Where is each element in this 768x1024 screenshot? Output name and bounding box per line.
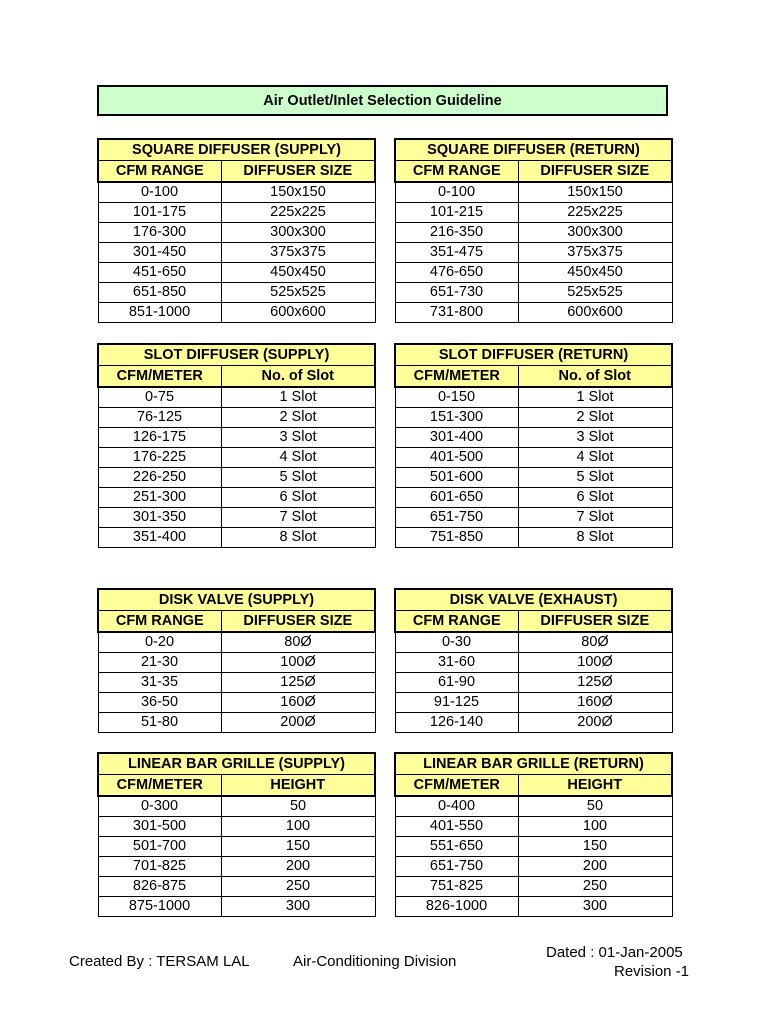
size-cell: 100Ø [221, 653, 375, 673]
table-row [98, 468, 375, 488]
range-cell: 0-300 [98, 796, 221, 817]
size-cell: 3 Slot [518, 428, 672, 448]
table-row [395, 817, 672, 837]
table-row [98, 877, 375, 897]
size-cell: 125Ø [221, 673, 375, 693]
size-cell: 525x525 [518, 283, 672, 303]
range-cell: 0-75 [98, 387, 221, 408]
size-cell: 80Ø [221, 632, 375, 653]
table-heading: SQUARE DIFFUSER (SUPPLY) [98, 139, 375, 161]
square-diffuser-supply-table [97, 138, 376, 323]
size-cell: 300 [518, 897, 672, 917]
size-cell: 450x450 [518, 263, 672, 283]
table-row [98, 857, 375, 877]
table-row [395, 673, 672, 693]
table-row [395, 653, 672, 673]
range-cell: 91-125 [395, 693, 518, 713]
range-cell: 651-850 [98, 283, 221, 303]
size-cell: 600x600 [221, 303, 375, 323]
table-row [395, 263, 672, 283]
size-cell: 150x150 [221, 182, 375, 203]
range-cell: 226-250 [98, 468, 221, 488]
range-cell: 301-450 [98, 243, 221, 263]
table-heading: LINEAR BAR GRILLE (RETURN) [395, 753, 672, 775]
table-row [395, 713, 672, 733]
table-heading: SLOT DIFFUSER (SUPPLY) [98, 344, 375, 366]
table-row [395, 468, 672, 488]
range-cell: 101-175 [98, 203, 221, 223]
size-cell: 160Ø [221, 693, 375, 713]
column-header: HEIGHT [221, 775, 375, 797]
range-cell: 751-825 [395, 877, 518, 897]
table-heading: SLOT DIFFUSER (RETURN) [395, 344, 672, 366]
range-cell: 875-1000 [98, 897, 221, 917]
table-row [395, 303, 672, 323]
table-row [395, 182, 672, 203]
range-cell: 126-140 [395, 713, 518, 733]
page-title: Air Outlet/Inlet Selection Guideline [97, 85, 668, 116]
column-header: DIFFUSER SIZE [518, 611, 672, 633]
size-cell: 300 [221, 897, 375, 917]
table-row [98, 713, 375, 733]
size-cell: 4 Slot [221, 448, 375, 468]
size-cell: 525x525 [221, 283, 375, 303]
created-by: Created By : TERSAM LAL [69, 953, 250, 970]
size-cell: 250 [518, 877, 672, 897]
range-cell: 501-700 [98, 837, 221, 857]
range-cell: 751-850 [395, 528, 518, 548]
range-cell: 651-750 [395, 857, 518, 877]
table-row [395, 283, 672, 303]
table-row [395, 243, 672, 263]
table-row [98, 632, 375, 653]
range-cell: 701-825 [98, 857, 221, 877]
column-header: CFM/METER [98, 366, 221, 388]
table-row [98, 408, 375, 428]
range-cell: 851-1000 [98, 303, 221, 323]
size-cell: 2 Slot [221, 408, 375, 428]
size-cell: 6 Slot [518, 488, 672, 508]
column-header: HEIGHT [518, 775, 672, 797]
range-cell: 151-300 [395, 408, 518, 428]
range-cell: 176-225 [98, 448, 221, 468]
table-row [395, 877, 672, 897]
table-row [98, 693, 375, 713]
table-row [98, 303, 375, 323]
range-cell: 826-875 [98, 877, 221, 897]
column-header: DIFFUSER SIZE [518, 161, 672, 183]
size-cell: 7 Slot [221, 508, 375, 528]
size-cell: 100 [221, 817, 375, 837]
table-heading: DISK VALVE (EXHAUST) [395, 589, 672, 611]
range-cell: 476-650 [395, 263, 518, 283]
range-cell: 0-150 [395, 387, 518, 408]
range-cell: 176-300 [98, 223, 221, 243]
range-cell: 31-60 [395, 653, 518, 673]
table-row [98, 488, 375, 508]
table-row [395, 897, 672, 917]
size-cell: 100Ø [518, 653, 672, 673]
table-row [98, 653, 375, 673]
dated: Dated : 01-Jan-2005 [546, 944, 683, 961]
size-cell: 80Ø [518, 632, 672, 653]
range-cell: 126-175 [98, 428, 221, 448]
range-cell: 731-800 [395, 303, 518, 323]
range-cell: 251-300 [98, 488, 221, 508]
size-cell: 200Ø [221, 713, 375, 733]
table-row [395, 387, 672, 408]
range-cell: 351-400 [98, 528, 221, 548]
table-row [395, 632, 672, 653]
range-cell: 826-1000 [395, 897, 518, 917]
size-cell: 2 Slot [518, 408, 672, 428]
size-cell: 225x225 [221, 203, 375, 223]
table-row [98, 837, 375, 857]
size-cell: 8 Slot [518, 528, 672, 548]
column-header: CFM RANGE [98, 161, 221, 183]
size-cell: 150x150 [518, 182, 672, 203]
range-cell: 401-550 [395, 817, 518, 837]
table-row [98, 817, 375, 837]
range-cell: 301-400 [395, 428, 518, 448]
range-cell: 21-30 [98, 653, 221, 673]
column-header: CFM RANGE [98, 611, 221, 633]
size-cell: 50 [518, 796, 672, 817]
range-cell: 31-35 [98, 673, 221, 693]
table-row [98, 283, 375, 303]
size-cell: 100 [518, 817, 672, 837]
square-diffuser-return-table [394, 138, 673, 323]
range-cell: 551-650 [395, 837, 518, 857]
size-cell: 200Ø [518, 713, 672, 733]
table-row [395, 448, 672, 468]
range-cell: 0-30 [395, 632, 518, 653]
range-cell: 401-500 [395, 448, 518, 468]
range-cell: 351-475 [395, 243, 518, 263]
column-header: DIFFUSER SIZE [221, 161, 375, 183]
size-cell: 3 Slot [221, 428, 375, 448]
range-cell: 651-750 [395, 508, 518, 528]
table-row [395, 488, 672, 508]
range-cell: 601-650 [395, 488, 518, 508]
size-cell: 150 [518, 837, 672, 857]
size-cell: 6 Slot [221, 488, 375, 508]
range-cell: 36-50 [98, 693, 221, 713]
table-row [98, 528, 375, 548]
size-cell: 375x375 [221, 243, 375, 263]
range-cell: 0-100 [98, 182, 221, 203]
size-cell: 1 Slot [221, 387, 375, 408]
size-cell: 225x225 [518, 203, 672, 223]
range-cell: 216-350 [395, 223, 518, 243]
table-row [98, 428, 375, 448]
column-header: No. of Slot [221, 366, 375, 388]
table-row [395, 508, 672, 528]
range-cell: 76-125 [98, 408, 221, 428]
slot-diffuser-supply-table [97, 343, 376, 548]
revision: Revision -1 [614, 963, 690, 980]
disk-valve-exhaust-table [394, 588, 673, 733]
column-header: No. of Slot [518, 366, 672, 388]
table-row [98, 263, 375, 283]
range-cell: 651-730 [395, 283, 518, 303]
table-row [98, 897, 375, 917]
table-row [395, 796, 672, 817]
size-cell: 375x375 [518, 243, 672, 263]
size-cell: 8 Slot [221, 528, 375, 548]
table-row [395, 693, 672, 713]
table-row [395, 528, 672, 548]
column-header: CFM/METER [98, 775, 221, 797]
linear-bar-grille-supply-table [97, 752, 376, 917]
table-row [395, 428, 672, 448]
range-cell: 0-100 [395, 182, 518, 203]
table-heading: DISK VALVE (SUPPLY) [98, 589, 375, 611]
range-cell: 101-215 [395, 203, 518, 223]
slot-diffuser-return-table [394, 343, 673, 548]
division: Air-Conditioning Division [293, 953, 457, 970]
size-cell: 200 [518, 857, 672, 877]
table-heading: SQUARE DIFFUSER (RETURN) [395, 139, 672, 161]
range-cell: 51-80 [98, 713, 221, 733]
size-cell: 125Ø [518, 673, 672, 693]
linear-bar-grille-return-table [394, 752, 673, 917]
table-row [98, 673, 375, 693]
table-row [98, 387, 375, 408]
size-cell: 160Ø [518, 693, 672, 713]
size-cell: 200 [221, 857, 375, 877]
size-cell: 300x300 [221, 223, 375, 243]
column-header: CFM RANGE [395, 161, 518, 183]
size-cell: 4 Slot [518, 448, 672, 468]
size-cell: 600x600 [518, 303, 672, 323]
range-cell: 301-350 [98, 508, 221, 528]
size-cell: 250 [221, 877, 375, 897]
range-cell: 61-90 [395, 673, 518, 693]
table-row [98, 448, 375, 468]
column-header: CFM/METER [395, 775, 518, 797]
disk-valve-supply-table [97, 588, 376, 733]
table-row [395, 203, 672, 223]
table-row [98, 796, 375, 817]
table-row [98, 182, 375, 203]
column-header: CFM RANGE [395, 611, 518, 633]
size-cell: 5 Slot [518, 468, 672, 488]
size-cell: 300x300 [518, 223, 672, 243]
column-header: CFM/METER [395, 366, 518, 388]
table-row [98, 203, 375, 223]
table-row [395, 857, 672, 877]
table-row [395, 837, 672, 857]
table-row [395, 408, 672, 428]
range-cell: 301-500 [98, 817, 221, 837]
size-cell: 150 [221, 837, 375, 857]
range-cell: 0-20 [98, 632, 221, 653]
table-row [98, 223, 375, 243]
table-heading: LINEAR BAR GRILLE (SUPPLY) [98, 753, 375, 775]
size-cell: 5 Slot [221, 468, 375, 488]
column-header: DIFFUSER SIZE [221, 611, 375, 633]
range-cell: 451-650 [98, 263, 221, 283]
size-cell: 7 Slot [518, 508, 672, 528]
range-cell: 0-400 [395, 796, 518, 817]
table-row [98, 508, 375, 528]
size-cell: 450x450 [221, 263, 375, 283]
table-row [98, 243, 375, 263]
range-cell: 501-600 [395, 468, 518, 488]
table-row [395, 223, 672, 243]
size-cell: 1 Slot [518, 387, 672, 408]
size-cell: 50 [221, 796, 375, 817]
